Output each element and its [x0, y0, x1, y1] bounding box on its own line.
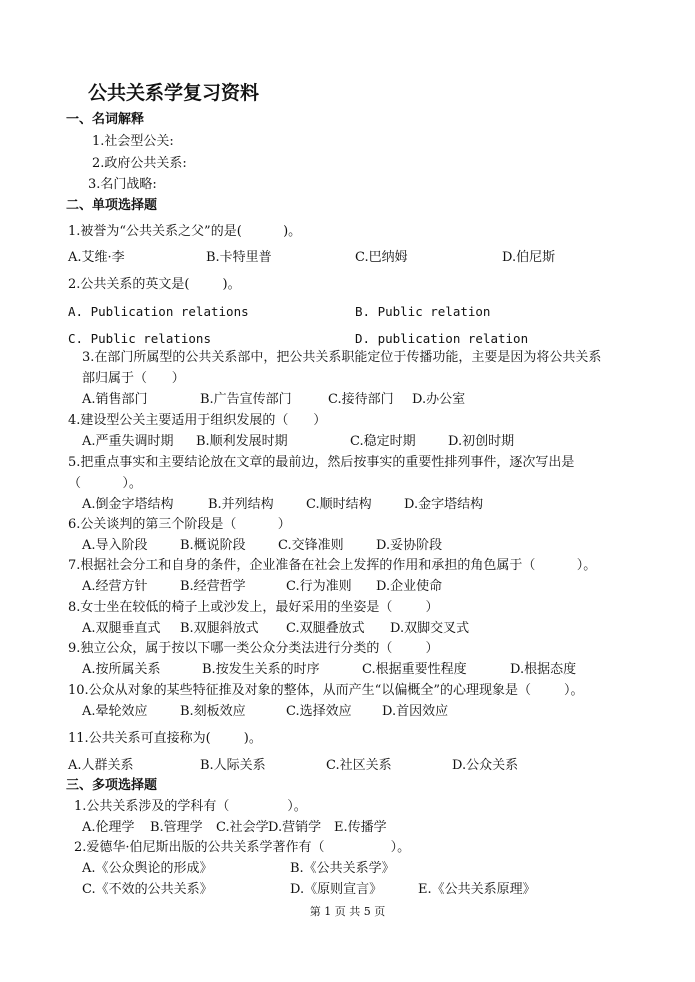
- option: A.《公众舆论的形成》: [82, 861, 213, 876]
- option: A.人群关系: [68, 758, 134, 773]
- option: B.人际关系: [200, 758, 266, 773]
- question-text: 9.独立公众，属于按以下哪一类公众分类法进行分类的（ ）: [68, 641, 439, 656]
- question-text: 1.被誉为“公共关系之父”的是( )。: [68, 224, 302, 239]
- option: B. Public relation: [355, 304, 491, 319]
- question-text: 10.公众从对象的某些特征推及对象的整体，从而产生“以偏概全”的心理现象是（ ）。: [68, 683, 584, 698]
- question-text-cont: 部归属于（ ）: [82, 371, 185, 386]
- option: A.艾维·李: [68, 250, 125, 265]
- option: C.选择效应: [286, 704, 352, 719]
- question-text: 3.在部门所属型的公共关系部中，把公共关系职能定位于传播功能，主要是因为将公共关系: [82, 350, 602, 365]
- option: B.双腿斜放式: [180, 621, 259, 636]
- option: C.《不效的公共关系》: [82, 882, 213, 897]
- option: E.《公共关系原理》: [418, 882, 536, 897]
- option: C.接待部门: [328, 392, 394, 407]
- section-heading-single-choice: 二、单项选择题: [66, 198, 158, 213]
- option: A. Publication relations: [68, 304, 249, 319]
- option: B.管理学: [150, 820, 203, 835]
- option: D.双脚交叉式: [390, 621, 470, 636]
- option: A.经营方针: [82, 579, 148, 594]
- term-item: 2.政府公共关系:: [92, 156, 187, 171]
- question-text: 7.根据社会分工和自身的条件，企业准备在社会上发挥的作用和承担的角色属于（ ）。: [68, 558, 597, 573]
- page-footer: 第 1 页 共 5 页: [309, 905, 386, 918]
- question-text: 8.女士坐在较低的椅子上或沙发上，最好采用的坐姿是（ ）: [68, 600, 439, 615]
- option: C.顺时结构: [306, 497, 372, 512]
- option: C.社会学: [216, 820, 269, 835]
- option: C.社区关系: [326, 758, 392, 773]
- option: D.营销学: [268, 820, 322, 835]
- option: A.倒金字塔结构: [82, 497, 174, 512]
- option: C.稳定时期: [350, 434, 416, 449]
- option: A.双腿垂直式: [82, 621, 161, 636]
- option: A.伦理学: [82, 820, 135, 835]
- option: C. Public relations: [68, 331, 211, 346]
- option: A.销售部门: [82, 392, 148, 407]
- term-item: 3.名门战略:: [88, 177, 157, 192]
- question-text: 6.公关谈判的第三个阶段是（ ）: [68, 517, 291, 532]
- option: D.公众关系: [452, 758, 519, 773]
- option: B.广告宣传部门: [200, 392, 292, 407]
- option: D.金字塔结构: [404, 497, 484, 512]
- question-text: 2.爱德华·伯尼斯出版的公共关系学著作有（ ）。: [74, 840, 411, 855]
- section-heading-terms: 一、名词解释: [66, 112, 145, 127]
- question-text: 1.公共关系涉及的学科有（ ）。: [74, 799, 307, 814]
- question-text: 5.把重点事实和主要结论放在文章的最前边，然后按事实的重要性排列事件，逐次写出是: [68, 455, 575, 470]
- option: D.《原则宣言》: [290, 882, 383, 897]
- option: D.初创时期: [448, 434, 515, 449]
- option: C.行为准则: [286, 579, 352, 594]
- document-title: 公共关系学复习资料: [88, 82, 260, 104]
- section-heading-multi-choice: 三、多项选择题: [66, 778, 158, 793]
- option: B.卡特里普: [206, 250, 272, 265]
- option: D.根据态度: [510, 662, 577, 677]
- option: B.并列结构: [208, 497, 274, 512]
- term-item: 1.社会型公关:: [92, 134, 174, 149]
- option: B.概说阶段: [180, 538, 246, 553]
- option: B.按发生关系的时序: [202, 662, 320, 677]
- option: C.双腿叠放式: [286, 621, 365, 636]
- option: D.企业使命: [376, 579, 443, 594]
- question-text-cont: （ ）。: [68, 476, 142, 491]
- option: D.伯尼斯: [502, 250, 556, 265]
- option: A.晕轮效应: [82, 704, 148, 719]
- option: A.严重失调时期: [82, 434, 174, 449]
- option: A.按所属关系: [82, 662, 161, 677]
- option: D.首因效应: [382, 704, 449, 719]
- option: B.刻板效应: [180, 704, 246, 719]
- option: D. publication relation: [355, 331, 529, 346]
- question-text: 11.公共关系可直接称为( )。: [68, 731, 262, 746]
- question-text: 2.公共关系的英文是( )。: [68, 277, 241, 292]
- question-text: 4.建设型公关主要适用于组织发展的（ ）: [68, 413, 327, 428]
- option: D.办公室: [412, 392, 466, 407]
- option: E.传播学: [334, 820, 387, 835]
- option: D.妥协阶段: [376, 538, 443, 553]
- option: C.巴纳姆: [355, 250, 408, 265]
- option: C.交锋准则: [278, 538, 344, 553]
- option: B.经营哲学: [180, 579, 246, 594]
- option: B.顺利发展时期: [196, 434, 288, 449]
- option: C.根据重要性程度: [362, 662, 467, 677]
- option: B.《公共关系学》: [290, 861, 395, 876]
- option: A.导入阶段: [82, 538, 148, 553]
